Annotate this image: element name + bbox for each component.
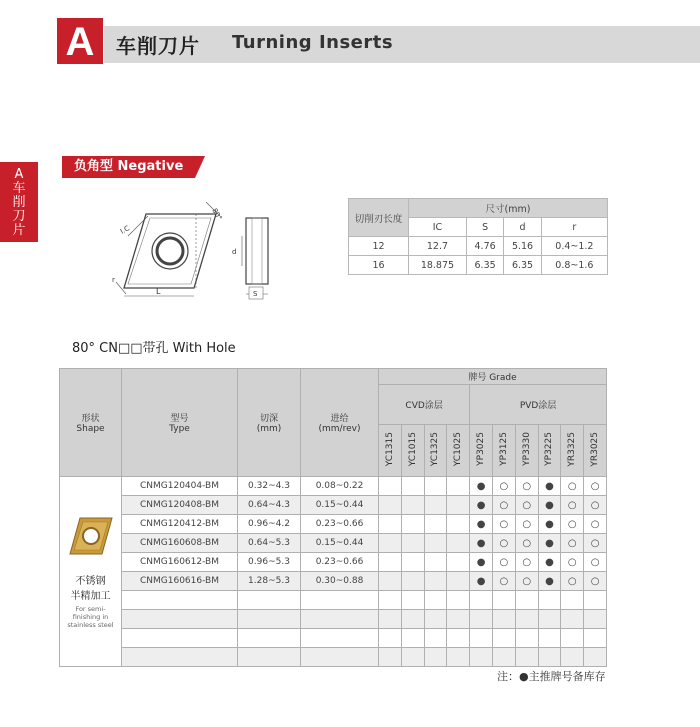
grade-mark-cell bbox=[584, 629, 607, 648]
cell-feed bbox=[301, 629, 379, 648]
dim-cell: 0.4~1.2 bbox=[541, 237, 607, 256]
grade-col-header: YP3025 bbox=[470, 425, 493, 477]
table-row bbox=[60, 496, 607, 515]
cell-depth bbox=[238, 610, 301, 629]
grade-mark-cell bbox=[401, 648, 424, 667]
grade-mark-cell bbox=[424, 610, 447, 629]
grade-mark-cell bbox=[379, 553, 402, 572]
grade-mark-cell: ○ bbox=[492, 553, 515, 572]
feed-header: 进给 (mm/rev) bbox=[301, 369, 379, 477]
table-row bbox=[60, 553, 607, 572]
grade-mark-cell bbox=[401, 477, 424, 496]
grade-mark-cell: ○ bbox=[584, 553, 607, 572]
grade-mark-cell bbox=[401, 534, 424, 553]
type-header: 型号 Type bbox=[122, 369, 238, 477]
cell-depth: 0.96~4.2 bbox=[238, 515, 301, 534]
grade-mark-cell bbox=[401, 629, 424, 648]
grade-col-header: YR3325 bbox=[561, 425, 584, 477]
grade-col-header: YR3025 bbox=[584, 425, 607, 477]
grade-mark-cell bbox=[379, 572, 402, 591]
table-row bbox=[60, 572, 607, 591]
grade-mark-cell: ○ bbox=[561, 534, 584, 553]
dim-cell: 6.35 bbox=[466, 256, 503, 275]
grade-mark-cell: ○ bbox=[584, 477, 607, 496]
grade-mark-cell bbox=[515, 629, 538, 648]
dim-cell: 12.7 bbox=[409, 237, 467, 256]
cell-depth bbox=[238, 629, 301, 648]
grade-mark-cell bbox=[424, 629, 447, 648]
shape-header: 形状 Shape bbox=[60, 369, 122, 477]
grade-mark-cell: ○ bbox=[515, 496, 538, 515]
grade-mark-cell: ○ bbox=[561, 477, 584, 496]
grade-mark-cell bbox=[401, 553, 424, 572]
cell-type: CNMG160608-BM bbox=[122, 534, 238, 553]
grade-mark-cell bbox=[379, 534, 402, 553]
page-title-en: Turning Inserts bbox=[232, 32, 394, 53]
side-tab-char: 刀 bbox=[12, 209, 26, 224]
cell-type: CNMG120408-BM bbox=[122, 496, 238, 515]
cell-depth: 0.32~4.3 bbox=[238, 477, 301, 496]
cell-type: CNMG120412-BM bbox=[122, 515, 238, 534]
dim-col-header: IC bbox=[409, 218, 467, 237]
grade-mark-cell bbox=[470, 648, 493, 667]
insert-outline bbox=[124, 214, 216, 288]
label-l: L bbox=[156, 287, 161, 296]
section-letter-badge: A bbox=[57, 18, 103, 64]
grade-mark-cell: ○ bbox=[584, 496, 607, 515]
grade-col-header: YC1025 bbox=[447, 425, 470, 477]
grade-col-header: YC1325 bbox=[424, 425, 447, 477]
grade-mark-cell bbox=[379, 477, 402, 496]
cell-feed bbox=[301, 648, 379, 667]
grade-mark-cell bbox=[447, 534, 470, 553]
grade-mark-cell: ○ bbox=[584, 534, 607, 553]
grade-mark-cell bbox=[561, 610, 584, 629]
grade-mark-cell: ● bbox=[538, 553, 561, 572]
cell-type: CNMG160616-BM bbox=[122, 572, 238, 591]
grade-mark-cell: ○ bbox=[492, 477, 515, 496]
cell-feed: 0.23~0.66 bbox=[301, 553, 379, 572]
grade-col-header: YP3330 bbox=[515, 425, 538, 477]
grade-mark-cell bbox=[401, 591, 424, 610]
dimension-table bbox=[348, 198, 608, 275]
grade-mark-cell: ● bbox=[470, 553, 493, 572]
grade-mark-cell bbox=[470, 629, 493, 648]
grade-mark-cell bbox=[447, 496, 470, 515]
table-row bbox=[60, 591, 607, 610]
side-tab-char: 削 bbox=[12, 195, 26, 210]
label-d: d bbox=[232, 248, 237, 256]
shape-label-en: For semi-finishing in stainless steel bbox=[67, 605, 114, 629]
grade-mark-cell: ○ bbox=[561, 496, 584, 515]
dim-cell: 5.16 bbox=[504, 237, 541, 256]
grade-mark-cell bbox=[379, 515, 402, 534]
grade-mark-cell bbox=[515, 610, 538, 629]
cell-feed: 0.08~0.22 bbox=[301, 477, 379, 496]
cell-feed: 0.30~0.88 bbox=[301, 572, 379, 591]
size-header: 尺寸(mm) bbox=[409, 199, 608, 218]
grade-mark-cell bbox=[401, 496, 424, 515]
grade-mark-cell bbox=[492, 629, 515, 648]
grade-mark-cell bbox=[561, 629, 584, 648]
section-label: 负角型 Negative bbox=[62, 156, 195, 178]
insert-dimension-diagram bbox=[108, 196, 288, 306]
grade-mark-cell bbox=[584, 610, 607, 629]
grade-col-header: YC1015 bbox=[401, 425, 424, 477]
dim-cell: 0.8~1.6 bbox=[541, 256, 607, 275]
grade-mark-cell bbox=[424, 572, 447, 591]
table-row bbox=[60, 610, 607, 629]
grade-mark-cell bbox=[561, 648, 584, 667]
cell-feed: 0.23~0.66 bbox=[301, 515, 379, 534]
grade-mark-cell: ○ bbox=[515, 553, 538, 572]
grade-mark-cell bbox=[515, 648, 538, 667]
grade-col-header: YP3225 bbox=[538, 425, 561, 477]
side-tab-char: 片 bbox=[12, 223, 26, 238]
dim-col-header: r bbox=[541, 218, 607, 237]
grade-mark-cell bbox=[379, 610, 402, 629]
grade-mark-cell bbox=[424, 591, 447, 610]
grade-mark-cell bbox=[447, 648, 470, 667]
grade-mark-cell: ● bbox=[538, 534, 561, 553]
grade-mark-cell: ○ bbox=[492, 515, 515, 534]
grade-mark-cell bbox=[447, 515, 470, 534]
shape-label-cn: 不锈钢 bbox=[75, 576, 106, 587]
grade-mark-cell: ○ bbox=[515, 534, 538, 553]
grade-mark-cell: ○ bbox=[515, 515, 538, 534]
grade-mark-cell bbox=[379, 648, 402, 667]
depth-header: 切深 (mm) bbox=[238, 369, 301, 477]
grade-mark-cell bbox=[447, 477, 470, 496]
grade-mark-cell: ● bbox=[538, 496, 561, 515]
dim-col-header: d bbox=[504, 218, 541, 237]
grade-mark-cell bbox=[424, 496, 447, 515]
page-title-cn: 车削刀片 bbox=[116, 34, 200, 58]
side-chapter-tab[interactable] bbox=[0, 162, 38, 242]
grade-mark-cell bbox=[538, 648, 561, 667]
grade-mark-cell bbox=[538, 629, 561, 648]
grade-mark-cell bbox=[447, 591, 470, 610]
cell-type bbox=[122, 629, 238, 648]
grade-mark-cell: ○ bbox=[561, 572, 584, 591]
grade-mark-cell bbox=[492, 610, 515, 629]
grade-mark-cell: ○ bbox=[584, 515, 607, 534]
shape-cell bbox=[60, 477, 122, 667]
grade-mark-cell bbox=[584, 648, 607, 667]
grade-mark-cell: ○ bbox=[515, 477, 538, 496]
label-r: r bbox=[112, 276, 115, 284]
table-row bbox=[60, 477, 607, 496]
grade-mark-cell: ● bbox=[538, 572, 561, 591]
grade-mark-cell bbox=[447, 572, 470, 591]
grade-mark-cell bbox=[515, 591, 538, 610]
grade-mark-cell: ● bbox=[470, 515, 493, 534]
cell-type: CNMG160612-BM bbox=[122, 553, 238, 572]
footnote: 注：●主推牌号备库存 bbox=[497, 670, 606, 683]
dim-cell: 18.875 bbox=[409, 256, 467, 275]
grade-mark-cell: ● bbox=[470, 572, 493, 591]
grade-mark-cell bbox=[470, 610, 493, 629]
grade-mark-cell bbox=[401, 610, 424, 629]
cvd-header: CVD涂层 bbox=[379, 385, 470, 425]
dim-row bbox=[349, 256, 608, 275]
grade-mark-cell bbox=[584, 591, 607, 610]
grade-mark-cell: ○ bbox=[515, 572, 538, 591]
insert-side-view bbox=[246, 218, 268, 284]
grade-mark-cell bbox=[492, 648, 515, 667]
cut-length-header: 切削刃长度 bbox=[349, 199, 409, 237]
dim-cell: 12 bbox=[349, 237, 409, 256]
grade-mark-cell: ○ bbox=[492, 496, 515, 515]
grade-mark-cell bbox=[447, 553, 470, 572]
insert-hole-inner bbox=[157, 238, 183, 264]
grade-mark-cell bbox=[561, 591, 584, 610]
table-row bbox=[60, 534, 607, 553]
grade-mark-cell bbox=[424, 553, 447, 572]
grade-mark-cell bbox=[447, 629, 470, 648]
cell-feed bbox=[301, 591, 379, 610]
grade-mark-cell: ● bbox=[470, 496, 493, 515]
grade-mark-cell bbox=[424, 648, 447, 667]
label-80: 80° bbox=[210, 207, 224, 222]
grade-mark-cell bbox=[538, 591, 561, 610]
grade-mark-cell bbox=[424, 477, 447, 496]
grade-mark-cell: ○ bbox=[561, 515, 584, 534]
grade-mark-cell: ○ bbox=[584, 572, 607, 591]
dim-col-header: S bbox=[466, 218, 503, 237]
grade-col-header: YP3125 bbox=[492, 425, 515, 477]
grade-mark-cell: ● bbox=[538, 515, 561, 534]
cell-type bbox=[122, 591, 238, 610]
subheading: 80° CN□□带孔 With Hole bbox=[72, 341, 236, 356]
grade-mark-cell: ○ bbox=[561, 553, 584, 572]
table-row bbox=[60, 629, 607, 648]
insert-photo-icon bbox=[66, 514, 116, 558]
dim-cell: 16 bbox=[349, 256, 409, 275]
side-tab-char: A bbox=[14, 167, 24, 182]
label-s: S bbox=[253, 290, 258, 298]
label-ic: I.C bbox=[119, 224, 131, 236]
grade-mark-cell bbox=[492, 591, 515, 610]
side-tab-char: 车 bbox=[12, 181, 26, 196]
cell-type: CNMG120404-BM bbox=[122, 477, 238, 496]
cell-depth: 0.64~5.3 bbox=[238, 534, 301, 553]
grade-mark-cell bbox=[401, 515, 424, 534]
dim-row bbox=[349, 237, 608, 256]
grade-mark-cell bbox=[379, 496, 402, 515]
cell-depth bbox=[238, 648, 301, 667]
insert-grade-table bbox=[59, 368, 607, 667]
table-row bbox=[60, 515, 607, 534]
dim-cell: 6.35 bbox=[504, 256, 541, 275]
cell-depth: 1.28~5.3 bbox=[238, 572, 301, 591]
grade-mark-cell bbox=[538, 610, 561, 629]
pvd-header: PVD涂层 bbox=[470, 385, 607, 425]
table-row bbox=[60, 648, 607, 667]
grade-mark-cell: ● bbox=[470, 477, 493, 496]
grade-mark-cell bbox=[470, 591, 493, 610]
grade-mark-cell: ● bbox=[470, 534, 493, 553]
grade-header: 牌号 Grade bbox=[379, 369, 607, 385]
grade-mark-cell bbox=[379, 629, 402, 648]
cell-depth: 0.64~4.3 bbox=[238, 496, 301, 515]
grade-mark-cell bbox=[447, 610, 470, 629]
grade-mark-cell bbox=[424, 534, 447, 553]
grade-mark-cell bbox=[424, 515, 447, 534]
cell-feed: 0.15~0.44 bbox=[301, 496, 379, 515]
grade-mark-cell: ● bbox=[538, 477, 561, 496]
grade-mark-cell bbox=[401, 572, 424, 591]
cell-feed bbox=[301, 610, 379, 629]
cell-type bbox=[122, 610, 238, 629]
cell-type bbox=[122, 648, 238, 667]
grade-mark-cell bbox=[379, 591, 402, 610]
cell-depth: 0.96~5.3 bbox=[238, 553, 301, 572]
grade-mark-cell: ○ bbox=[492, 572, 515, 591]
cell-depth bbox=[238, 591, 301, 610]
grade-col-header: YC1315 bbox=[379, 425, 402, 477]
shape-label-cn: 半精加工 bbox=[70, 591, 111, 602]
grade-mark-cell: ○ bbox=[492, 534, 515, 553]
dim-cell: 4.76 bbox=[466, 237, 503, 256]
cell-feed: 0.15~0.44 bbox=[301, 534, 379, 553]
